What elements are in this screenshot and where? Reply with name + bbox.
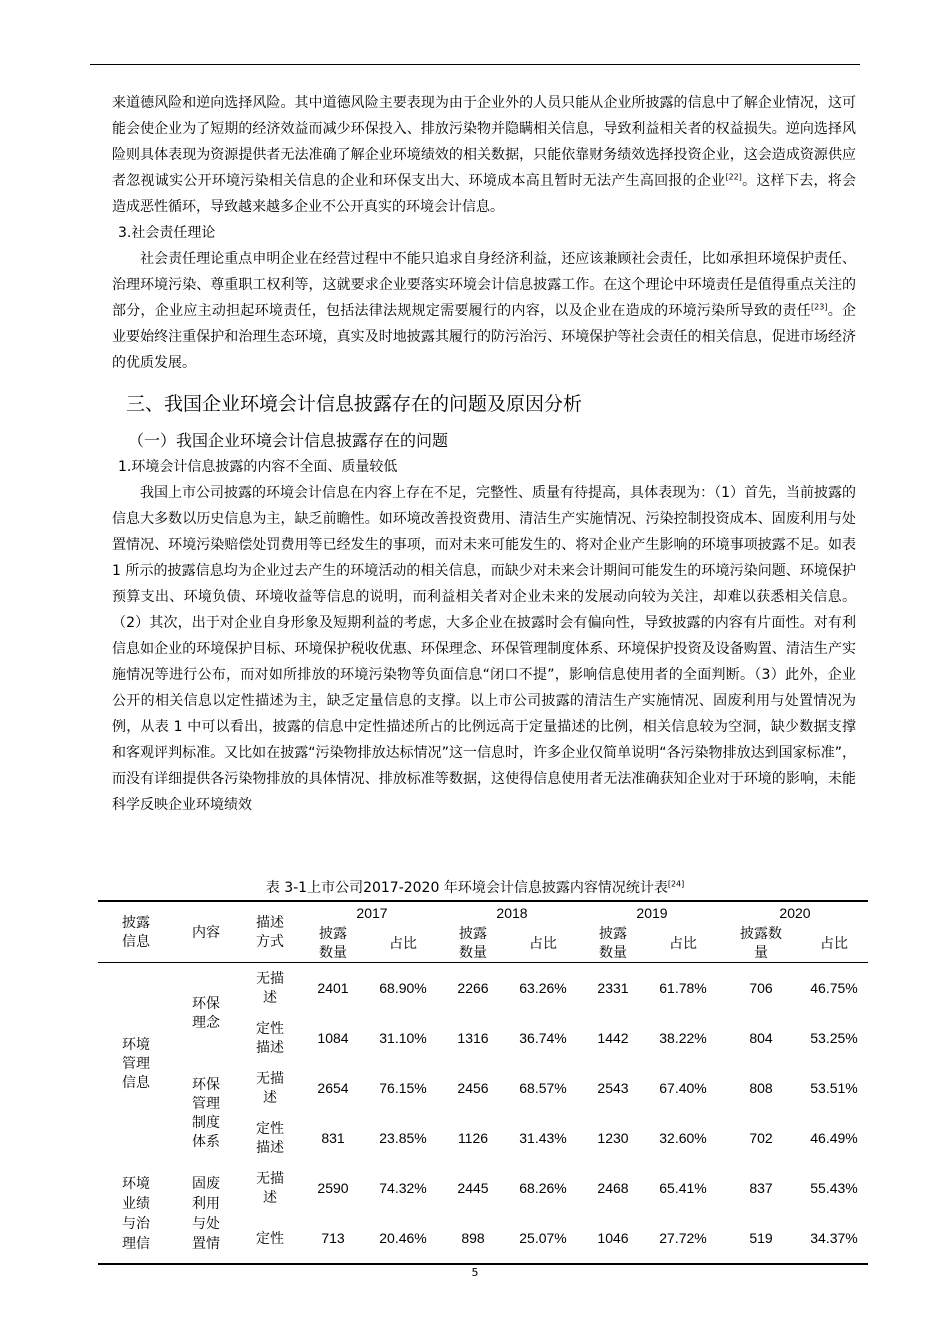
heading-social-responsibility: 3.社会责任理论 [118, 225, 216, 241]
header-content: 内容 [174, 901, 238, 963]
citation-22: [22] [725, 172, 742, 182]
citation-24: [24] [667, 879, 685, 889]
header-year-2018: 2018 [496, 904, 528, 921]
table-cell: 2456 [457, 1079, 489, 1096]
disclosure-table [98, 900, 868, 1265]
section-title: 三、我国企业环境会计信息披露存在的问题及原因分析 [126, 393, 583, 415]
header-ratio: 占比 [644, 924, 722, 963]
header-year-2019: 2019 [636, 904, 668, 921]
paragraph-social-responsibility: 社会责任理论重点申明企业在经营过程中不能只追求自身经济利益，还应该兼顾社会责任，比如承担环境保护责任、治理环境污染、尊重职工权利等，这就要求企业要落实环境会计信息披露工作。在这个理论中环境责任是值得重点关注的部分，企业应主动担起环境责任，包括法律法规规定需要履行的内容，以及企业在造成的环境污染所导致的责任[23]。企业要始终注重保护和治理生态环境，真实及时地披露其履行的防污治污、环境保护等社会责任的相关信息，促进市场经济的优质发展。 [112, 251, 857, 371]
table-row [98, 963, 868, 1014]
table-cell: 2468 [597, 1179, 629, 1196]
table-cell: 55.43% [810, 1179, 858, 1196]
method-cell: 定性描述 [255, 1020, 284, 1055]
table-cell: 713 [321, 1229, 345, 1246]
content-cell: 环保管理制度体系 [191, 1076, 220, 1149]
table-cell: 31.43% [519, 1129, 567, 1146]
table-cell: 68.57% [519, 1079, 567, 1096]
table-cell: 808 [749, 1079, 773, 1096]
table-cell: 2590 [317, 1179, 349, 1196]
table-cell: 67.40% [659, 1079, 707, 1096]
paragraph-problems: 我国上市公司披露的环境会计信息在内容上存在不足，完整性、质量有待提高，具体表现为：（1）首先，当前披露的信息大多数以历史信息为主，缺乏前瞻性。如环境改善投资费用、清洁生产实施情况、污染控制投资成本、固废利用与处置情况、环境污染赔偿处罚费用等已经发生的事项，而对未来可能发生的、将对企业产生影响的环境事项披露不足。如表 1 所示的披露信息均为企业过去产生的环境活动的相关信息，而缺少对未来会计期间可能发生的环境污染问题、环境保护预算支出、环境负债、环境收益等信息的说明，而利益相关者对企业未来的发展动向较为关注，却难以获悉相关信息。（2）其次，出于对企业自身形象及短期利益的考虑，大多企业在披露时会有偏向性，导致披露的内容有片面性。对有利信息如企业的环境保护目标、环境保护税收优惠、环保理念、环保管理制度体系、环境保护投资及设备购置、清洁生产实施情况等进行公布，而对如所排放的环境污染物等负面信息“闭口不提”，影响信息使用者的全面判断。（3）此外，企业公开的相关信息以定性描述为主，缺乏定量信息的支撑。以上市公司披露的清洁生产实施情况、固废利用与处置情况为例，从表 1 中可以看出，披露的信息中定性描述所占的比例远高于定量描述的比例，相关信息较为空洞，缺少数据支撑和客观评判标准。又比如在披露“污染物排放达标情况”这一信息时，许多企业仅简单说明“各污染物排放达到国家标准”，而没有详细提供各污染物排放的具体情况、排放标准等数据，这使得信息使用者无法准确获知企业对于环境的影响，未能科学反映企业环境绩效 [112, 485, 856, 813]
table-cell: 65.41% [659, 1179, 707, 1196]
table-cell: 804 [749, 1029, 773, 1046]
table-cell: 837 [749, 1179, 773, 1196]
paragraph-risk: 来道德风险和逆向选择风险。其中道德风险主要表现为由于企业外的人员只能从企业所披露的信息中了解企业情况，这可能会使企业为了短期的经济效益而减少环保投入、排放污染物并隐瞒相关信息，导致利益相关者的权益损失。逆向选择风险则具体表现为资源提供者无法准确了解企业环境绩效的相关数据，只能依靠财务绩效选择投资企业，这会造成资源供应者忽视诚实公开环境污染相关信息的企业和环保支出大、环境成本高且暂时无法产生高回报的企业[22]。这样下去，将会造成恶性循环，导致越来越多企业不公开真实的环境会计信息。 [112, 95, 857, 215]
table-cell: 702 [749, 1129, 773, 1146]
table-cell: 61.78% [659, 979, 707, 996]
table-cell: 2445 [457, 1179, 489, 1196]
header-count: 披露数量 [442, 924, 504, 963]
table-cell: 1230 [597, 1129, 629, 1146]
table-cell: 2543 [597, 1079, 629, 1096]
table-cell: 2331 [597, 979, 629, 996]
table-cell: 898 [461, 1229, 485, 1246]
group-cell: 环境管理信息 [121, 1035, 150, 1090]
table-cell: 63.26% [519, 979, 567, 996]
content-cell: 环保理念 [191, 995, 220, 1030]
table-cell: 706 [749, 979, 773, 996]
table-row [98, 1163, 868, 1213]
header-method: 描述方式 [238, 901, 302, 963]
group-cell: 环境业绩与治理信 [121, 1175, 150, 1251]
table-row [98, 1063, 868, 1113]
content-cell: 固废利用与处置情 [191, 1175, 220, 1251]
subsection-title: （一）我国企业环境会计信息披露存在的问题 [128, 431, 449, 450]
body-text [112, 90, 856, 818]
table-cell: 32.60% [659, 1129, 707, 1146]
table-caption: 表 3-1上市公司2017-2020 年环境会计信息披露内容情况统计表[24] [265, 879, 685, 896]
table-cell: 831 [321, 1129, 345, 1146]
header-ratio: 占比 [364, 924, 442, 963]
table-cell: 1316 [457, 1029, 489, 1046]
table-cell: 53.25% [810, 1029, 858, 1046]
table-cell: 68.90% [379, 979, 427, 996]
method-cell: 无描述 [255, 1170, 284, 1205]
header-info: 披露信息 [98, 901, 174, 963]
table-cell: 2401 [317, 979, 349, 996]
table-cell: 23.85% [379, 1129, 427, 1146]
method-cell: 定性描述 [255, 1120, 284, 1155]
header-count: 披露数量 [582, 924, 644, 963]
citation-23: [23] [811, 302, 828, 312]
method-cell: 无描述 [255, 1070, 284, 1105]
method-cell: 定性 [256, 1229, 284, 1246]
heading-content-quality: 1.环境会计信息披露的内容不全面、质量较低 [118, 459, 398, 475]
header-count: 披露数量 [302, 924, 364, 963]
table-cell: 34.37% [810, 1229, 858, 1246]
table-cell: 38.22% [659, 1029, 707, 1046]
table-cell: 27.72% [659, 1229, 707, 1246]
table-cell: 1084 [317, 1029, 349, 1046]
page-number: 5 [471, 1266, 479, 1279]
table-cell: 76.15% [379, 1079, 427, 1096]
table-cell: 1046 [597, 1229, 629, 1246]
table-cell: 20.46% [379, 1229, 427, 1246]
header-year-2020: 2020 [779, 904, 811, 921]
header-count: 披露数量 [722, 924, 800, 963]
table-cell: 46.75% [810, 979, 858, 996]
table-cell: 2266 [457, 979, 489, 996]
header-year-2017: 2017 [356, 904, 388, 921]
table-cell: 46.49% [810, 1129, 858, 1146]
table-cell: 74.32% [379, 1179, 427, 1196]
table-cell: 53.51% [810, 1079, 858, 1096]
table-cell: 1442 [597, 1029, 629, 1046]
header-ratio: 占比 [504, 924, 582, 963]
method-cell: 无描述 [255, 970, 284, 1005]
header-rule [90, 64, 860, 65]
table-cell: 2654 [317, 1079, 349, 1096]
table-cell: 68.26% [519, 1179, 567, 1196]
table-cell: 36.74% [519, 1029, 567, 1046]
table-cell: 31.10% [379, 1029, 427, 1046]
header-ratio: 占比 [800, 924, 868, 963]
table-cell: 25.07% [519, 1229, 567, 1246]
table-cell: 519 [749, 1229, 773, 1246]
table-cell: 1126 [457, 1129, 489, 1146]
